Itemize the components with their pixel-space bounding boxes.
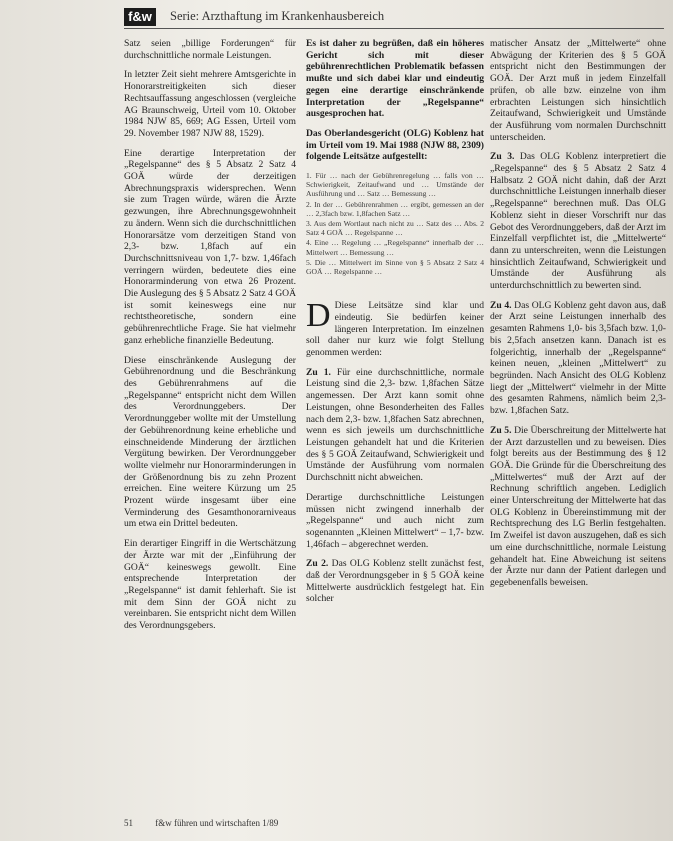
point-lead: Zu 1. [306, 366, 331, 378]
column-middle [306, 38, 484, 613]
column-left [124, 38, 296, 640]
paragraph: Eine derartige Interpretation der „Regelspanne“ des § 5 Absatz 2 Satz 4 GOÄ würde der derzeitigen Abrechnungspraxis widersprechen. Wenn sie zum Tragen würde, wären die Ärzte gezwungen, ihre Abrechnungsgewohnheit zu ändern. Wenn sich die durchschnittlichen Honorarsätze vom derzeitigen Stand von 2,3- bzw. 1,8fach auf ein Durchschnittsniveau von 1,7- bzw. 1,46fach verringern würden, bedeutete dies eine Honorarminderung von etwa 26 Prozent. Die Auslegung des § 5 Absatz 2 Satz 4 GOÄ ist somit keineswegs eine nur rechtstheoretische, sondern eine gebührenrechtliche Frage. Sie hat vielmehr ganz erhebliche finanzielle Bedeutung. [124, 147, 296, 346]
headnote: 2. In der … Gebührenrahmen … ergibt, gemessen an der … 2,3fach bzw. 1,8fachen Satz … [306, 199, 484, 218]
paragraph-text: Das OLG Koblenz stellt zunächst fest, daß der Verordnungsgeber in § 5 GOÄ keine Mittelwerte ausdrücklich festgelegt hat. Ein solcher [306, 558, 484, 605]
paragraph-text: Diese Leitsätze sind klar und eindeutig. Sie bedürfen keiner längeren Interpretation. Im einzelnen soll daher nur kurz wie folgt Stellung genommen werden: [306, 300, 484, 359]
paragraph [306, 367, 484, 484]
journal-name: f&w führen und wirtschaften 1/89 [155, 818, 279, 828]
journal-logo: f&w [124, 8, 156, 26]
paragraph: Diese einschränkende Auslegung der Gebührenordnung und die Beschränkung des Gebührenrahmens auf die „Regelspanne“ entspricht nicht dem Willen des Verordnunggebers. Der Verordnunggeber wollte mit der Umstellung der Gebührenordnung keine erhebliche und einschneidende Minderung der ärztlichen Vergütung bewirken. Der Verordnunggeber wollte vielmehr nur Honorarminderungen in der Größenordnung bis zu zehn Prozent erreichen. Eine weitere Kürzung um 25 Prozent würde insgesamt über eine Verminderung des Gesamthonorarniveaus um etwa ein Drittel bedeuten. [124, 354, 296, 530]
paragraph [490, 425, 666, 589]
paragraph [490, 151, 666, 291]
paragraph-bold: Es ist daher zu begrüßen, daß ein höheres Gericht sich mit dieser gebührenrechtlichen Problematik befassen mußte und sich dabei klar und eindeutig gegen eine derartige einschränkende Interpretation der „Regelspanne“ ausgesprochen hat. [306, 38, 484, 120]
point-lead: Zu 5. [490, 424, 512, 436]
page-footer [124, 818, 298, 828]
paragraph-dropcap [306, 297, 484, 359]
drop-cap: D [306, 297, 331, 335]
paragraph [306, 558, 484, 605]
point-lead: Zu 3. [490, 151, 515, 163]
paragraph-text: Die Überschreitung der Mittelwerte hat der Arzt darzustellen und zu beweisen. Dies folgt bereits aus der Bestimmung des § 12 GOÄ. Die Gründe für die Überschreitung des „Mittelwertes“ muß der Arzt auf der Rechnung schriftlich angeben. Lediglich einer Unterschreitung der Mittelwerte hat das OLG Koblenz in Übereinstimmung mit der Rechtsprechung des LG Berlin festgehalten. Im Zweifel ist davon auszugehen, daß es sich um eine durchschnittliche, normale Leistung gehandelt hat. Eine Abweichung ist seitens der Ärzte nur dann der Patient darlegen und gegebenenfalls beweisen. [490, 424, 666, 588]
paragraph: Derartige durchschnittliche Leistungen müssen nicht zwingend innerhalb der „Regelspanne“ und auch nicht zum sogenannten „Kleinen Mittelwert“ – 1,7- bzw. 1,46fach – abgerechnet werden. [306, 491, 484, 550]
paragraph-text: Das OLG Koblenz geht davon aus, daß der Arzt seine Leistungen innerhalb des gesamten Rahmens 1,0- bis 3,5fach bzw. 1,0- bis 2,5fach ansetzen kann. Danach ist es folgerichtig, innerhalb der „Regelspanne“ keinen neuen, „kleinen „Mittelwert“ zu begründen. Nach Ansicht des OLG Koblenz liegt der „Mittelwert“ vielmehr in der Mitte des gesamten Rahmens, nämlich beim 2,3- bzw. 1,8fachen Satz. [490, 299, 666, 417]
paragraph-text: Für eine durchschnittliche, normale Leistung sind die 2,3- bzw. 1,8fachen Sätze angemessen. Der Arzt kann somit ohne Leistungen, ohne Besonderheiten des Falles nach dem 2,3- bzw. 1,8fachen Satz abrechnen, wenn es sich jeweils um durchschnittliche Leistungen gehandelt hat und die Kriterien des § 5 GOÄ Zeitaufwand, Schwierigkeit und Umstände der Ausführung vom normalen Durchschnitt nicht abweichen. [306, 366, 484, 484]
headnote: 3. Aus dem Wortlaut nach nicht zu … Satz des … Abs. 2 Satz 4 GOÄ … Regelspanne … [306, 219, 484, 238]
paragraph: Satz seien „billige Forderungen“ für durchschnittliche normale Leistungen. [124, 38, 296, 61]
paragraph: matischer Ansatz der „Mittelwerte“ ohne Abwägung der Kriterien des § 5 GOÄ entspricht nicht den Bestimmungen der GOÄ. Der Arzt muß in jedem Einzelfall prüfen, ob alle bzw. einzelne von ihm erbrachten Leistungen sich hinsichtlich Zeitaufwand, Schwierigkeit und Umstände der Ausführung vom normalen Durchschnitt unterscheiden. [490, 38, 666, 143]
headnotes [306, 171, 484, 276]
paragraph: In letzter Zeit sieht mehrere Amtsgerichte in Honorarstreitigkeiten sich dieser Rechtsauffassung angeschlossen (vergleiche AG Braunschweig, Urteil vom 10. Oktober 1984 NJW 85, 669; AG Essen, Urteil vom 29. November 1987 NJW 88, 1529). [124, 69, 296, 139]
column-right [490, 38, 666, 597]
paragraph: Ein derartiger Eingriff in die Wertschätzung der Ärzte war mit der „Einführung der GOÄ“ keineswegs gewollt. Eine entsprechende Interpretation der „Regelspanne“ ist damit fehlerhaft. Sie ist mit dem Sinn der GOÄ nicht zu vereinbaren. Sie entspricht nicht dem Willen des Verordnungsgebers. [124, 538, 296, 632]
headnote: 5. Die … Mittelwert im Sinne von § 5 Absatz 2 Satz 4 GOÄ … Regelspanne … [306, 257, 484, 277]
point-lead: Zu 2. [306, 558, 329, 570]
page-number: 51 [124, 818, 133, 828]
paragraph [490, 300, 666, 417]
point-lead: Zu 4. [490, 299, 512, 311]
running-title: Serie: Arzthaftung im Krankenhausbereich [170, 9, 385, 23]
page-header [124, 8, 664, 29]
headnote: 4. Eine … Regelung … „Regelspanne“ innerhalb der … Mittelwert … Bemessung … [306, 238, 484, 257]
paragraph-text: Das OLG Koblenz interpretiert die „Regelspanne“ des § 5 Absatz 2 Satz 4 Halbsatz 2 GOÄ nicht dahin, daß der Arzt durchschnittliche Leistungen innerhalb dieser „Regelspanne“ berechnen muß. Das OLG Koblenz sieht in dieser Vorschrift nur das Gebot des Verordnunggebers, daß der Arzt im Einzelfall verpflichtet ist, die „Mittelwerte“ dann zu unterschreiten, wenn die Leistungen hinsichtlich Zeitaufwand, Schwierigkeit und Umstände der Ausführung als unterdurchschnittlich zu bewerten sind. [490, 151, 666, 292]
paragraph-bold: Das Oberlandesgericht (OLG) Koblenz hat im Urteil vom 19. Mai 1988 (NJW 88, 2309) folgende Leitsätze aufgestellt: [306, 127, 484, 163]
headnote: 1. Für … nach der Gebührenregelung … falls von … Schwierigkeit, Zeitaufwand und … Umstände der Ausführung und … Satz … Bemessung … [306, 171, 484, 199]
